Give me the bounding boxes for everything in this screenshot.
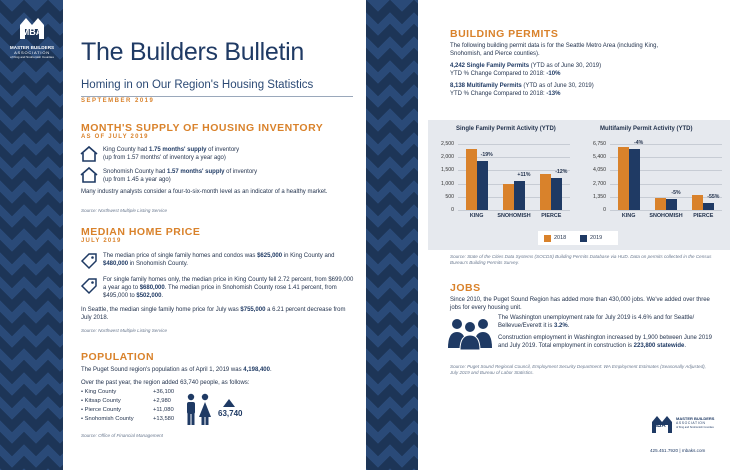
county-value: +2,980 (153, 398, 171, 404)
jobs-construction: Construction employment in Washington increased by 1,900 between June 2019 and July 2019. Total employment in construction is 223,800 statewide. (498, 335, 712, 349)
bar-snohomish-2018 (503, 184, 514, 210)
multifamily-permits: 8,138 Multifamily Permits (YTD as of June 30, 2019) YTD % Change Compared to 2018: -13% (450, 83, 594, 97)
bar-king-2018 (618, 147, 629, 210)
chart-legend (538, 231, 618, 245)
house-icon (79, 145, 99, 163)
change-label: -4% (634, 140, 644, 147)
population-total: 63,740 (218, 409, 243, 418)
logo-line3: of King and Snohomish Counties (10, 55, 54, 59)
chart-title: Single Family Permit Activity (YTD) (456, 126, 556, 132)
left-page (9, 0, 366, 470)
logo-line1: MASTER BUILDERS (9, 45, 55, 50)
y-tick-label: 1,500 (441, 167, 454, 174)
change-label: +11% (517, 171, 531, 178)
median-title: MEDIAN HOME PRICE (81, 226, 201, 238)
footer-contact: 425.451.7920 | mbaks.com (650, 448, 706, 453)
legend-label-2019: 2019 (590, 235, 603, 241)
center-pattern-border (366, 0, 418, 470)
y-tick-label: 0 (451, 207, 454, 213)
change-label: -5% (671, 189, 681, 196)
median-para-3: In Seattle, the median single family home price for July was $755,000 a 6.21 percent decrease from July 2018. (81, 307, 346, 321)
median-para-2: For single family homes only, the median price in King County fell 2.72 percent, from $699,000 a year ago to $680,000. The median price in Snohomish County rose 1.41 percent, from $495,000 to $502,000. (103, 277, 354, 299)
bar-king-2018 (466, 149, 477, 210)
left-pattern-border (0, 0, 63, 470)
bar-snohomish-2019 (514, 181, 525, 210)
issue-date: SEPTEMBER 2019 (81, 98, 155, 104)
supply-title: MONTH'S SUPPLY OF HOUSING INVENTORY (81, 122, 324, 134)
jobs-title: JOBS (450, 282, 481, 294)
bar-pierce-2019 (703, 203, 714, 210)
footer-logo-line2: ASSOCIATION (676, 421, 706, 425)
permits-title: BUILDING PERMITS (450, 28, 559, 40)
supply-source: Source: Northwest Multiple Listing Service (81, 208, 168, 213)
legend-label-2018: 2018 (554, 235, 567, 241)
supply-snohomish: Snohomish County had 1.57 months' supply of inventory (up from 1.45 a year ago) (103, 169, 258, 183)
gridline (610, 210, 722, 211)
bar-snohomish-2019 (666, 199, 677, 210)
y-tick-label: 6,750 (593, 141, 606, 147)
bar-king-2019 (629, 149, 640, 210)
y-tick-label: 1,350 (593, 193, 606, 200)
list-item: • King County (81, 389, 117, 395)
footer-logo-letters: MBA (652, 423, 666, 429)
mba-logo (5, 14, 59, 59)
price-tag-icon (80, 277, 98, 295)
permits-intro: The following building permit data is for the Seattle Metro Area (including King, Snohomish, and Pierce counties). (450, 43, 659, 57)
single-family-chart (428, 120, 578, 230)
people-icon (183, 393, 213, 427)
population-para-1: The Puget Sound region's population as of April 1, 2019 was 4,198,400. (81, 367, 272, 373)
y-tick-label: 0 (603, 207, 606, 213)
page-subtitle: Homing in on Our Region's Housing Statistics (81, 79, 314, 91)
title-rule (81, 96, 353, 97)
chart-title: Multifamily Permit Activity (YTD) (600, 126, 693, 132)
list-item: • Kitsap County (81, 398, 121, 404)
bar-snohomish-2018 (655, 198, 666, 210)
footer-logo-line3: of King and Snohomish Counties (676, 426, 714, 429)
legend-swatch-2018 (544, 235, 551, 242)
y-tick-label: 1,000 (441, 180, 454, 187)
median-source: Source: Northwest Multiple Listing Service (81, 328, 168, 333)
county-list (81, 389, 191, 431)
y-tick-label: 500 (445, 193, 454, 200)
median-para-1: The median price of single family homes and condos was $625,000 in King County and $480,000 in Snohomish County. (103, 253, 335, 267)
workers-icon (446, 316, 494, 350)
y-tick-label: 2,500 (441, 141, 454, 147)
population-para-2: Over the past year, the region added 63,740 people, as follows: (81, 380, 250, 386)
page-title: The Builders Bulletin (81, 38, 304, 66)
gridline (458, 210, 570, 211)
county-value: +13,580 (153, 416, 175, 422)
population-title: POPULATION (81, 351, 155, 363)
supply-king: King County had 1.75 months' supply of inventory (up from 1.57 months' of inventory a year ago) (103, 147, 240, 161)
bar-king-2019 (477, 161, 488, 210)
jobs-intro: Since 2010, the Puget Sound Region has added more than 430,000 jobs. We've added over three jobs for every housing unit. (450, 297, 710, 311)
supply-subtitle: AS OF JULY 2019 (81, 134, 149, 140)
permits-source: Source: State of the Cities Data Systems (SOCDS) Building Permits Database via HUD. Data on permits collected in the Census Bureau's Building Permits Survey. (450, 254, 712, 265)
gridline (458, 144, 570, 145)
legend-swatch-2019 (580, 235, 587, 242)
category-label: SNOHOMISH (497, 213, 531, 219)
category-label: KING (621, 213, 636, 219)
category-label: KING (469, 213, 484, 219)
y-tick-label: 4,050 (593, 167, 606, 174)
logo-line2: ASSOCIATION (14, 50, 50, 55)
category-label: PIERCE (693, 213, 714, 219)
median-subtitle: JULY 2019 (81, 238, 122, 244)
change-label: -55% (707, 194, 720, 201)
footer-logo (650, 412, 722, 439)
y-tick-label: 5,400 (593, 154, 606, 161)
right-page (418, 0, 730, 470)
county-value: +36,100 (153, 389, 175, 395)
county-value: +11,080 (153, 407, 174, 413)
list-item: • Pierce County (81, 407, 122, 413)
footer-logo-line1: MASTER BUILDERS (676, 416, 715, 421)
y-tick-label: 2,000 (441, 154, 454, 161)
change-label: -12% (555, 169, 568, 176)
logo-letters: MBA (21, 27, 43, 37)
jobs-source: Source: Puget Sound Regional Council, Employment Security Department: WA Employment Estimates (Seasonally Adjusted), July 2019 and Bureau of Labor Statistics. (450, 364, 706, 375)
y-tick-label: 2,700 (593, 180, 606, 187)
category-label: SNOHOMISH (649, 213, 683, 219)
list-item: • Snohomish County (81, 416, 134, 422)
category-label: PIERCE (541, 213, 562, 219)
multifamily-chart (580, 120, 730, 230)
bar-pierce-2019 (551, 178, 562, 210)
population-source: Source: Office of Financial Management (81, 433, 163, 438)
single-family-permits: 4,242 Single Family Permits (YTD as of June 30, 2019) YTD % Change Compared to 2018: -10% (450, 63, 602, 77)
change-label: -19% (480, 151, 493, 158)
house-icon (79, 166, 99, 184)
price-tag-icon (80, 252, 98, 270)
supply-note: Many industry analysts consider a four-to-six-month level as an indicator of a healthy market. (81, 189, 328, 195)
up-arrow-icon (223, 399, 235, 407)
jobs-unemployment: The Washington unemployment rate for July 2019 is 4.6% and for Seattle/ Bellevue/Everett it is 3.2%. (498, 315, 695, 329)
bar-pierce-2018 (540, 174, 551, 210)
